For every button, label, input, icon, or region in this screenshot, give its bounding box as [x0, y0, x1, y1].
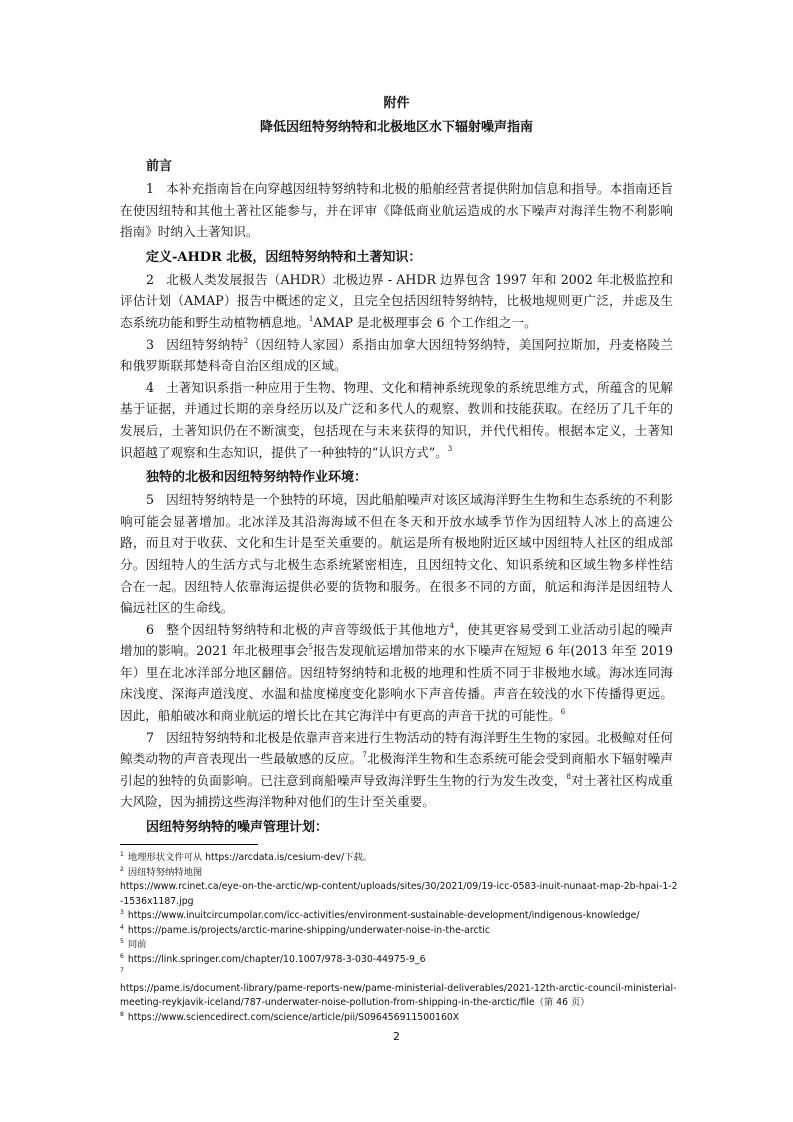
footnote-mark: 6: [120, 952, 124, 960]
footnote-text: 同前: [127, 939, 147, 950]
paragraph: [120, 727, 673, 813]
footnote: [120, 967, 680, 1011]
paragraph-text: 北极海洋生物和生态系统可能会受到商船水下辐射噪声引起的独特的负面影响。已注意到商船噪声导致海洋野生生物的行为发生改变，: [120, 751, 674, 788]
paragraph-text: 北极人类发展报告（AHDR）北极边界 - AHDR 边界包含 1997 年和 2002 年北极监控和评估计划（AMAP）报告中概述的定义，且完全包括因纽特努纳特，比极地规则更广泛，并虑及生态系统功能和野生动植物栖息地。: [120, 271, 673, 330]
paragraph-text: 因纽特努纳特: [166, 336, 244, 352]
paragraph-number: 1: [146, 181, 155, 196]
paragraph-text: 土著知识系指一种应用于生物、物理、文化和精神系统现象的系统思维方式，所蕴含的见解基于证据，并通过长期的亲身经历以及广泛和多代人的观察、教训和技能获取。在经历了几千年的发展后，土著知识仍在不断演变，包括现在与未来获得的知识，并代代相传。根据本定义，土著知识超越了观察和生态知识，提供了一种独特的“认识方式”。: [120, 379, 673, 460]
title-block: [120, 92, 673, 140]
annex-label: 附件: [383, 96, 410, 111]
paragraph-number: 6: [146, 621, 155, 637]
footnote-mark: 2: [120, 865, 124, 873]
footnote: [120, 953, 680, 968]
footnote-ref: 1: [308, 314, 314, 323]
paragraph-number: 4: [146, 379, 155, 395]
footnote-mark: 4: [120, 923, 124, 931]
paragraph-text: （因纽特人家园）系指由加拿大因纽特努纳特，美国阿拉斯加，丹麦格陵兰和俄罗斯联邦楚科奇自治区组成的区域。: [120, 336, 674, 374]
paragraph-text: 整个因纽特努纳特和北极的声音等级低于其他地方: [166, 621, 450, 637]
paragraph: [120, 334, 673, 377]
paragraph-number: 2: [146, 271, 155, 287]
body-content: [120, 152, 673, 839]
footnote-ref: 8: [566, 772, 571, 781]
footnote-mark: 5: [120, 938, 124, 945]
section-heading: 前言: [146, 159, 173, 174]
section-heading: 因纽特努纳特的噪声管理计划：: [146, 820, 329, 836]
footnote-ref: 2: [243, 336, 249, 345]
section-heading: 定义-AHDR 北极，因纽特努纳特和土著知识：: [146, 249, 422, 265]
footnote-ref: 3: [447, 444, 453, 453]
paragraph: [120, 619, 673, 727]
footnote-mark: 3: [120, 909, 124, 916]
footnote: [120, 1011, 680, 1026]
footnote-ref: 6: [560, 708, 566, 717]
footnote-ref: 7: [362, 751, 367, 760]
footnote-text: https://link.springer.com/chapter/10.1007/978-3-030-44975-9_6: [127, 953, 426, 965]
paragraph-text: AMAP 是北极理事会 6 个工作组之一。: [313, 314, 537, 330]
document-title: 降低因纽特努纳特和北极地区水下辐射噪声指南: [259, 120, 533, 135]
footnote: [120, 851, 680, 866]
paragraph-number: 3: [146, 336, 155, 352]
footnote: [120, 938, 680, 953]
paragraph-text: 因纽特努纳特和北极是依靠声音来进行生物活动的特有海洋野生生物的家园。北极鲸对任何鲸类动物的声音表现出一些最敏感的反应。: [120, 729, 673, 767]
footnote-url: https://pame.is/document-library/pame-reports-new/pame-ministerial-deliverables/2021-12th-arctic-council-ministerial-meeting-reykjavik-iceland/787-underwater-noise-pollution-from-shipping-in-the-arctic/file（第 46 页）: [120, 982, 677, 1008]
paragraph-text: ，使其更容易受到工业活动引起的噪声增加的影响。2021 年北极理事会: [120, 621, 674, 659]
paragraph-text: 因纽特努纳特是一个独特的环境，因此船舶噪声对该区域海洋野生生物和生态系统的不利影响可能会显著增加。北冰洋及其沿海海域不但在冬天和开放水域季节作为因纽特人冰上的高速公路，而且对于收获、文化和生计是至关重要的。航运是所有极地附近区域中因纽特人社区的组成部分。因纽特人的生活方式与北极生态系统紧密相连，且因纽特文化、知识系统和区域生物多样性结合在一起。因纽特人依靠海运提供必要的货物和服务。在很多不同的方面，航运和海洋是因纽特人偏远社区的生命线。: [120, 492, 673, 616]
footnote: [120, 924, 680, 939]
paragraph-text: 本补充指南旨在向穿越因纽特努纳特和北极的船舶经营者提供附加信息和指导。本指南还旨在使因纽特和其他土著社区能参与，并在评审《降低商业航运造成的水下噪声对海洋生物不利影响指南》时纳入土著知识。: [120, 181, 673, 240]
paragraph-text: 报告发现航运增加带来的水下噪声在短短 6 年(2013 年至 2019 年）里在北冰洋部分地区翻倍。因纽特努纳特和北极的地理和性质不同于非极地水域。海冰连同海床浅度、深海声道浅度、水温和盐度梯度变化影响水下声音传播。声音在较浅的水下传播得更远。因此，船舶破冰和商业航运的增长比在其它海洋中有更高的声音干扰的可能性。: [120, 643, 673, 724]
footnote-text: https://pame.is/projects/arctic-marine-shipping/underwater-noise-in-the-arctic: [127, 924, 490, 936]
footnote-url: https://www.rcinet.ca/eye-on-the-arctic/wp-content/uploads/sites/30/2021/09/19-icc-0583-inuit-nunaat-map-2b-hpai-1-2-1536x1187.jpg: [120, 881, 678, 907]
paragraph-number: 5: [146, 492, 155, 508]
footnote-text: 因纽特努纳特地图: [127, 866, 203, 878]
footnote-mark: 1: [120, 851, 124, 858]
paragraph: [120, 377, 673, 463]
footnote-mark: 7: [120, 967, 124, 974]
footnote-text: https://www.inuitcircumpolar.com/icc-activities/environment-sustainable-development/indigenous-knowledge/: [127, 910, 640, 921]
paragraph-text: 对土著社区构成重大风险，因为捕捞这些海洋物种对他们的生计至关重要。: [120, 772, 674, 810]
paragraph: [120, 178, 673, 243]
footnote: [120, 909, 680, 924]
footnote-text: https://www.sciencedirect.com/science/article/pii/S096456911500160X: [127, 1011, 460, 1023]
footnote-separator: [120, 844, 258, 845]
footnotes: [120, 851, 680, 1025]
page-number: 2: [393, 1030, 400, 1043]
footnote-ref: 4: [449, 621, 455, 630]
paragraph: [120, 489, 673, 619]
paragraph-number: 7: [146, 729, 155, 745]
footnote-mark: 8: [120, 1010, 124, 1018]
footnote-ref: 5: [308, 643, 313, 652]
footnote: [120, 866, 680, 910]
paragraph: [120, 269, 673, 334]
section-heading: 独特的北极和因纽特努纳特作业环境：: [146, 470, 368, 486]
footnote-text: 地理形状文件可从 https://arcdata.is/cesium-dev/下载。: [127, 852, 373, 863]
